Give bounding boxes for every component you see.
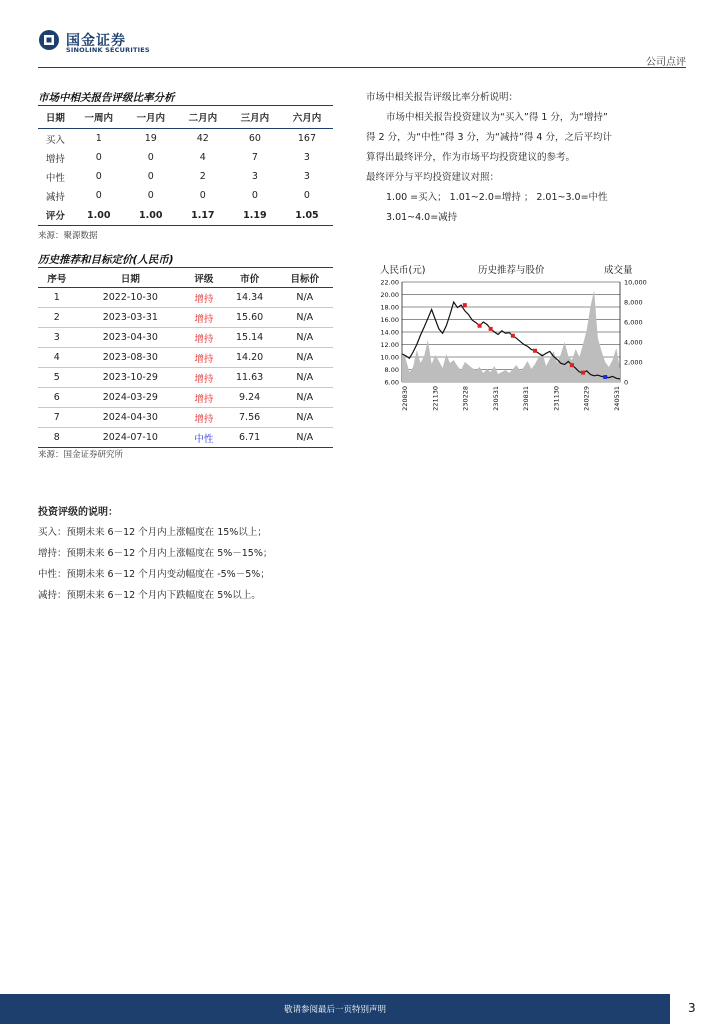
table-header: 一周内 [73, 106, 125, 129]
row-target: N/A [277, 308, 333, 328]
cell: 3 [303, 171, 310, 182]
table-row [38, 388, 333, 408]
chart-y-tick-label: 16.00 [380, 316, 399, 324]
row-label: 评分 [45, 211, 65, 222]
row-price: 15.14 [223, 328, 277, 348]
history-source: 来源：国金证券研究所 [38, 450, 124, 460]
table-header: 日期 [38, 106, 73, 129]
table-header: 日期 [76, 268, 185, 288]
row-target: N/A [277, 328, 333, 348]
table-header: 一月内 [125, 106, 177, 129]
table-row [38, 288, 333, 308]
price-history-chart [372, 260, 672, 420]
chart-y-tick-label: 14.00 [380, 328, 399, 337]
table-header: 市价 [223, 268, 277, 288]
row-target: N/A [277, 348, 333, 368]
explanation-line: 市场中相关报告投资建议为“买入”得 1 分，为“增持” [386, 112, 608, 123]
table-row [38, 186, 333, 205]
table-row [38, 308, 333, 328]
logo-text-cn: 国金证券 [66, 33, 126, 49]
chart-volume-tick-label: 2,000 [624, 358, 643, 367]
chart-recommendation-marker [581, 371, 585, 375]
cell: 0 [95, 171, 102, 182]
rating-note: 增持：预期未来 6－12 个月内上涨幅度在 5%－15%； [38, 548, 273, 559]
cell: 0 [95, 152, 102, 163]
row-target: N/A [277, 288, 333, 308]
row-date: 2023-03-31 [76, 308, 185, 328]
row-label: 减持 [45, 191, 65, 203]
chart-recommendation-marker [603, 375, 607, 379]
page-number: 3 [688, 1001, 696, 1015]
logo-text-en: SINOLINK SECURITIES [66, 46, 150, 54]
chart-x-tick-label: 240229 [582, 386, 591, 411]
history-title: 历史推荐和目标定价(人民币) [38, 254, 174, 266]
explanation-line: 1.00 =买入； 1.01~2.0=增持 ； 2.01~3.0=中性 [386, 192, 608, 203]
cell: 1.17 [191, 209, 215, 221]
chart-x-tick-label: 240531 [613, 386, 621, 411]
row-rating: 增持 [185, 408, 223, 428]
row-label: 中性 [45, 172, 65, 184]
chart-y-tick-label: 10.00 [380, 353, 399, 362]
chart-volume-tick-label: 4,000 [624, 338, 643, 347]
row-rating: 增持 [185, 308, 223, 328]
chart-x-tick-label: 220830 [401, 386, 409, 411]
chart-volume-tick-label: 8,000 [624, 298, 643, 307]
explanation-title: 市场中相关报告评级比率分析说明： [366, 92, 519, 103]
row-target: N/A [277, 368, 333, 388]
chart-title: 历史推荐与股价 [478, 265, 545, 276]
cell: 60 [248, 133, 261, 144]
row-date: 2024-03-29 [76, 388, 185, 408]
chart-volume-tick-label: 0 [624, 378, 629, 387]
table-row [38, 148, 333, 167]
explanation-line: 得 2 分，为“中性”得 3 分，为“减持”得 4 分，之后平均计 [366, 132, 612, 143]
cell: 0 [147, 152, 154, 163]
row-price: 7.56 [223, 408, 277, 428]
chart-y-tick-label: 20.00 [380, 291, 399, 299]
rating-stats-title: 市场中相关报告评级比率分析 [38, 92, 175, 104]
chart-x-tick-label: 230228 [461, 386, 470, 411]
row-rating: 增持 [185, 328, 223, 348]
row-rating: 增持 [185, 348, 223, 368]
chart-x-tick-label: 230531 [491, 386, 500, 411]
chart-recommendation-marker [463, 303, 467, 307]
table-header: 六月内 [281, 106, 333, 129]
chart-y-tick-label: 12.00 [380, 341, 399, 349]
history-table [38, 267, 333, 448]
explanation-line: 最终评分与平均投资建议对照： [366, 172, 500, 183]
row-target: N/A [277, 388, 333, 408]
cell: 19 [144, 133, 157, 144]
row-price: 6.71 [239, 432, 261, 443]
chart-volume-tick-label: 10,000 [624, 278, 647, 287]
row-price: 11.63 [223, 368, 277, 388]
table-header: 评级 [185, 268, 223, 288]
cell: 4 [199, 152, 206, 163]
row-date: 2022-10-30 [76, 288, 185, 308]
cell: 0 [251, 190, 258, 201]
cell: 0 [147, 171, 154, 182]
table-row [38, 368, 333, 388]
table-header: 序号 [38, 268, 76, 288]
cell: 1.00 [87, 209, 111, 221]
cell: 0 [147, 190, 154, 201]
logo-icon [38, 29, 60, 51]
cell: 1.05 [295, 209, 319, 221]
chart-x-tick-label: 230831 [522, 386, 531, 411]
header-divider [38, 67, 686, 68]
row-number: 3 [38, 328, 76, 348]
row-date: 2024-04-30 [76, 408, 185, 428]
cell: 1.00 [139, 209, 163, 221]
chart-recommendation-marker [533, 349, 537, 353]
table-row [38, 129, 333, 149]
rating-notes-title: 投资评级的说明： [38, 507, 118, 518]
row-price: 15.60 [223, 308, 277, 328]
row-number: 4 [38, 348, 76, 368]
row-number: 7 [38, 408, 76, 428]
table-header: 目标价 [277, 268, 333, 288]
cell: 3 [251, 171, 258, 182]
row-price: 14.20 [223, 348, 277, 368]
cell: 2 [199, 171, 206, 182]
cell: 0 [303, 190, 310, 201]
table-header: 三月内 [229, 106, 281, 129]
chart-volume-tick-label: 6,000 [624, 318, 643, 327]
row-number: 8 [53, 432, 60, 443]
row-rating: 增持 [185, 288, 223, 308]
cell: 7 [251, 152, 258, 163]
explanation-line: 算得出最终评分，作为市场平均投资建议的参考。 [366, 152, 576, 163]
cell: 0 [199, 190, 206, 201]
chart-y-tick-label: 22.00 [380, 278, 399, 287]
chart-recommendation-marker [478, 324, 482, 328]
rating-note: 减持：预期未来 6－12 个月内下跌幅度在 5%以上。 [38, 590, 261, 601]
cell: 0 [95, 190, 102, 201]
table-row-score [38, 205, 333, 226]
cell: 42 [196, 133, 209, 144]
row-rating: 增持 [185, 388, 223, 408]
row-date: 2023-08-30 [76, 348, 185, 368]
rating-note: 买入：预期未来 6－12 个月内上涨幅度在 15%以上； [38, 527, 267, 538]
table-row [38, 328, 333, 348]
table-row [38, 167, 333, 186]
chart-x-tick-label: 231130 [552, 386, 561, 411]
table-row [38, 408, 333, 428]
row-date: 2024-07-10 [102, 432, 158, 443]
cell: 3 [303, 152, 310, 163]
row-number: 2 [38, 308, 76, 328]
rating-stats-table [38, 105, 333, 226]
row-number: 1 [38, 288, 76, 308]
row-label: 买入 [45, 134, 65, 146]
chart-y-tick-label: 18.00 [380, 303, 399, 312]
chart-recommendation-marker [570, 363, 574, 367]
cell: 167 [297, 133, 317, 144]
row-target: N/A [296, 432, 314, 443]
cell: 1.19 [243, 209, 267, 221]
row-rating: 增持 [185, 368, 223, 388]
chart-recommendation-marker [511, 334, 515, 338]
chart-left-axis-title: 人民币(元) [380, 265, 426, 276]
row-label: 增持 [45, 153, 65, 165]
chart-x-tick-label: 221130 [431, 386, 440, 411]
cell: 1 [95, 133, 102, 144]
chart-y-tick-label: 6.00 [384, 378, 399, 387]
row-number: 6 [38, 388, 76, 408]
row-rating: 中性 [194, 433, 214, 445]
footer-disclaimer: 敬请参阅最后一页特别声明 [283, 1005, 386, 1015]
chart-y-tick-label: 8.00 [384, 366, 399, 374]
row-number: 5 [38, 368, 76, 388]
row-date: 2023-10-29 [76, 368, 185, 388]
chart-right-axis-title: 成交量 [604, 265, 633, 276]
row-price: 9.24 [223, 388, 277, 408]
rating-note: 中性：预期未来 6－12 个月内变动幅度在 -5%－5%； [38, 569, 270, 580]
table-row [38, 348, 333, 368]
explanation-line: 3.01~4.0=减持 [386, 212, 458, 223]
document-type: 公司点评 [646, 57, 686, 68]
row-date: 2023-04-30 [76, 328, 185, 348]
table-header: 二月内 [177, 106, 229, 129]
rating-stats-source: 来源：聚源数据 [38, 231, 98, 241]
chart-recommendation-marker [489, 327, 493, 331]
row-target: N/A [277, 408, 333, 428]
row-price: 14.34 [223, 288, 277, 308]
table-row [38, 428, 333, 448]
